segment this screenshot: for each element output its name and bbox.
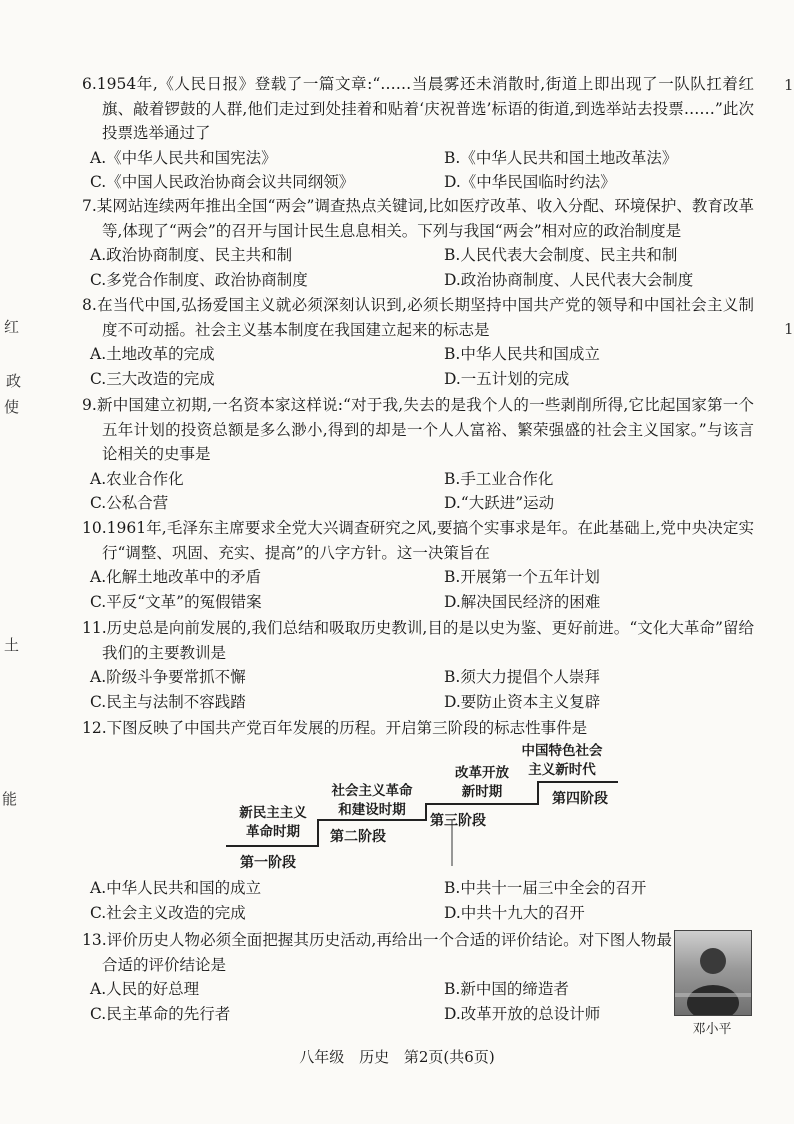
option-d: D.一五计划的完成 bbox=[444, 369, 570, 388]
option-d: D.解决国民经济的困难 bbox=[444, 592, 601, 611]
option-a: A.化解土地改革中的矛盾 bbox=[90, 568, 262, 586]
period-2-label: 社会主义革命 和建设时期 bbox=[331, 783, 413, 818]
stage-4-label: 第四阶段 bbox=[552, 791, 608, 807]
party-history-stair-diagram bbox=[226, 742, 626, 872]
period-1-label: 新民主主义 革命时期 bbox=[239, 805, 307, 840]
option-a: A.中华人民共和国的成立 bbox=[90, 879, 262, 897]
period-4-label: 中国特色社会 主义新时代 bbox=[521, 743, 603, 778]
option-a: A.《中华人民共和国宪法》 bbox=[90, 148, 277, 167]
stage-1-label: 第一阶段 bbox=[240, 855, 296, 871]
question-9 bbox=[82, 393, 754, 516]
period-3-label: 改革开放 新时期 bbox=[455, 765, 509, 800]
option-c: C.社会主义改造的完成 bbox=[90, 903, 246, 922]
option-b: B.《中华人民共和国土地改革法》 bbox=[444, 148, 678, 167]
option-a: A.人民的好总理 bbox=[90, 980, 200, 998]
margin-left-char-2: 政 bbox=[6, 372, 22, 390]
option-b: B.中华人民共和国成立 bbox=[444, 345, 600, 363]
option-c: C.平反“文革”的冤假错案 bbox=[90, 592, 262, 611]
question-12 bbox=[82, 716, 754, 741]
option-d: D.“大跃进”运动 bbox=[444, 494, 555, 512]
margin-left-char-4: 土 bbox=[4, 636, 20, 654]
question-11 bbox=[82, 616, 754, 714]
option-c: C.三大改造的完成 bbox=[90, 369, 215, 388]
question-stem: 11.历史总是向前发展的,我们总结和吸取历史教训,目的是以史为鉴、更好前进。“文化大革命”留给我们的主要教训是 bbox=[82, 619, 754, 662]
option-a: A.土地改革的完成 bbox=[90, 345, 215, 363]
option-a: A.政治协商制度、民主共和制 bbox=[90, 246, 293, 264]
question-stem: 6.1954年,《人民日报》登载了一篇文章:“……当晨雾还未消散时,街道上即出现了一队队扛着红旗、敲着锣鼓的人群,他们走过到处挂着和贴着‘庆祝普选’标语的街道,到选举站去投票……”此次投票选举通过了 bbox=[82, 75, 754, 142]
option-b: B.手工业合作化 bbox=[444, 469, 554, 488]
margin-left-char-5: 能 bbox=[2, 790, 18, 808]
question-6 bbox=[82, 72, 754, 195]
margin-left-char-3: 使 bbox=[4, 398, 20, 416]
question-12-options bbox=[82, 876, 754, 925]
portrait-figure-icon bbox=[675, 931, 751, 1015]
margin-right-char-2: 1 bbox=[784, 320, 794, 338]
stage-3-label: 第三阶段 bbox=[430, 813, 486, 829]
question-7 bbox=[82, 194, 754, 292]
question-10 bbox=[82, 516, 754, 614]
option-c: C.公私合营 bbox=[90, 494, 169, 512]
option-c: C.《中国人民政治协商会议共同纲领》 bbox=[90, 173, 355, 191]
question-stem: 13.评价历史人物必须全面把握其历史活动,再给出一个合适的评价结论。对下图人物最合适的评价结论是 bbox=[82, 931, 672, 974]
option-d: D.中共十九大的召开 bbox=[444, 903, 585, 922]
footer-subject: 历史 bbox=[359, 1048, 390, 1066]
option-a: A.农业合作化 bbox=[90, 469, 184, 488]
option-b: B.人民代表大会制度、民主共和制 bbox=[444, 246, 678, 264]
option-c: C.民主革命的先行者 bbox=[90, 1004, 231, 1023]
margin-left-char-1: 红 bbox=[4, 318, 20, 336]
option-b: B.须大力提倡个人崇拜 bbox=[444, 668, 600, 686]
option-b: B.新中国的缔造者 bbox=[444, 980, 569, 998]
stage-2-label: 第二阶段 bbox=[330, 829, 386, 845]
portrait-photo bbox=[674, 930, 752, 1016]
option-a: A.阶级斗争要常抓不懈 bbox=[90, 668, 246, 686]
question-stem: 7.某网站连续两年推出全国“两会”调查热点关键词,比如医疗改革、收入分配、环境保护、教育改革等,体现了“两会”的召开与国计民生息息相关。下列与我国“两会”相对应的政治制度是 bbox=[82, 197, 754, 240]
option-d: D.要防止资本主义复辟 bbox=[444, 692, 601, 711]
question-13 bbox=[82, 928, 672, 1026]
option-d: D.改革开放的总设计师 bbox=[444, 1004, 601, 1023]
option-b: B.开展第一个五年计划 bbox=[444, 568, 600, 586]
question-stem: 9.新中国建立初期,一名资本家这样说:“对于我,失去的是我个人的一些剥削所得,它比起国家第一个五年计划的投资总额是多么渺小,得到的却是一个人人富裕、繁荣强盛的社会主义国家。”与该言论相关的史事是 bbox=[82, 396, 754, 463]
option-c: C.多党合作制度、政治协商制度 bbox=[90, 270, 308, 289]
footer-page-number: 第2页(共6页) bbox=[403, 1048, 495, 1066]
question-stem: 10.1961年,毛泽东主席要求全党大兴调查研究之风,要搞个实事求是年。在此基础上,党中央决定实行“调整、巩固、充实、提高”的八字方针。这一决策旨在 bbox=[82, 519, 754, 562]
option-d: D.政治协商制度、人民代表大会制度 bbox=[444, 270, 694, 289]
question-stem: 12.下图反映了中国共产党百年发展的历程。开启第三阶段的标志性事件是 bbox=[82, 719, 588, 737]
question-8 bbox=[82, 293, 754, 391]
option-b: B.中共十一届三中全会的召开 bbox=[444, 879, 647, 897]
option-d: D.《中华民国临时约法》 bbox=[444, 173, 616, 191]
photo-caption: 邓小平 bbox=[692, 1022, 732, 1037]
page-footer bbox=[0, 1046, 794, 1067]
footer-grade: 八年级 bbox=[299, 1048, 345, 1066]
option-c: C.民主与法制不容践踏 bbox=[90, 692, 246, 711]
question-stem: 8.在当代中国,弘扬爱国主义就必须深刻认识到,必须长期坚持中国共产党的领导和中国社会主义制度不可动摇。社会主义基本制度在我国建立起来的标志是 bbox=[82, 296, 754, 339]
margin-right-char-1: 1 bbox=[784, 76, 794, 94]
